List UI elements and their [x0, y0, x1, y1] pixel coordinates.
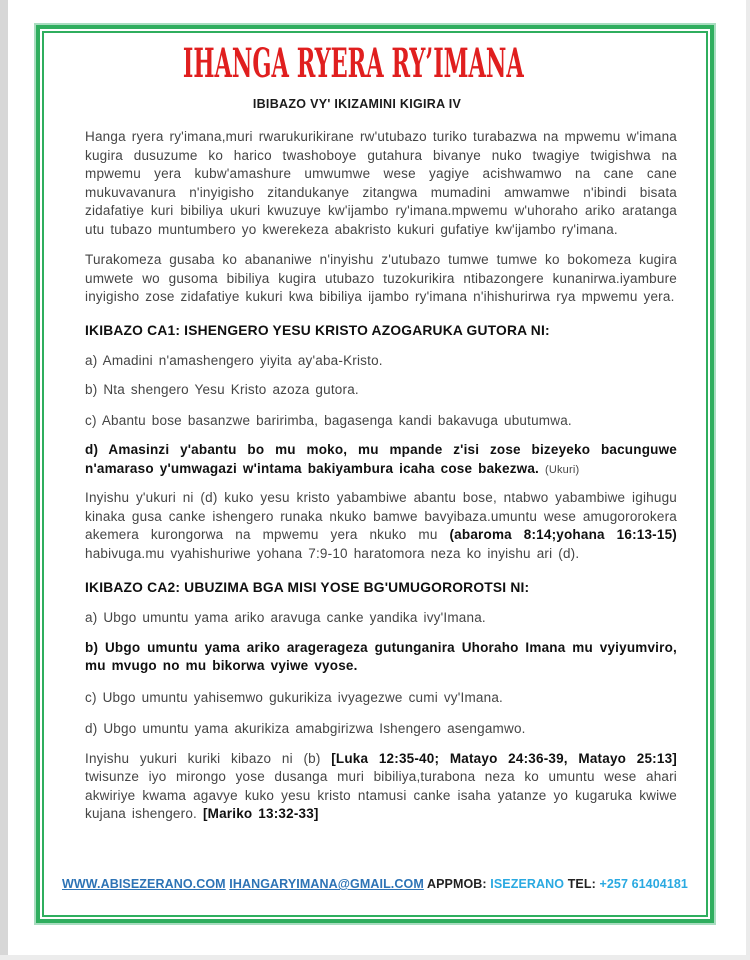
page-subtitle: IBIBAZO VY' IKIZAMINI KIGIRA IV: [252, 97, 462, 111]
q2-answer-scripture-ref-1: [Luka 12:35-40; Matayo 24:36-39, Matayo 25:13]: [331, 750, 677, 766]
appmob-value: ISEZERANO: [490, 877, 565, 891]
website-link[interactable]: WWW.ABISEZERANO.COM: [62, 877, 226, 891]
q2-answer-scripture-ref-2: [Mariko 13:32-33]: [202, 806, 319, 821]
q1-answer-paragraph: [85, 489, 677, 563]
q2-option-d: d) Ubgo umuntu yama akurikiza amabgirizwa Ishengero asengamwo.: [85, 721, 526, 736]
q1-answer-scripture-ref: (abaroma 8:14;yohana 16:13-15): [449, 527, 677, 542]
q2-option-c: c) Ubgo umuntu yahisemwo gukurikiza ivyagezwe cumi vy'Imana.: [85, 689, 503, 705]
q1-option-d-text: d) Amasinzi y'abantu bo mu moko, mu mpande z'isi zose bizeyeko bacunguwe n'amaraso y'umwagazi w'intama bakiyambura icaha cose bakezwa.: [85, 442, 677, 476]
page-title-text: IHANGA RYERA RY’IMANA: [182, 40, 524, 87]
tel-label: TEL:: [567, 877, 596, 891]
q2-answer-mid: twisunze iyo mirongo yose dusanga muri bibiliya,turabona neza ko umuntu wese ahari akwiriye kwama agavye kuko yesu kristo ntamusi canke isaha yatanze yo kugaruka kwiwe kujana ishengero.: [85, 769, 677, 821]
question-1-heading: IKIBAZO CA1: ISHENGERO YESU KRISTO AZOGARUKA GUTORA NI:: [85, 322, 550, 338]
question-2-heading: IKIBAZO CA2: UBUZIMA BGA MISI YOSE BG'UMUGOROROTSI NI:: [85, 580, 530, 595]
page-border-frame: [36, 25, 714, 923]
q2-answer-pre: Inyishu yukuri kuriki kibazo ni (b): [85, 750, 332, 766]
photo-edge-bottom: [0, 955, 750, 960]
footer: [44, 877, 706, 891]
q2-option-b: b) Ubgo umuntu yama ariko aragerageza gutunganira Uhoraho Imana mu vyiyumviro, mu mvugo no mu bikorwa vyiwe vyose.: [85, 639, 677, 673]
intro-paragraph-2: Turakomeza gusaba ko abananiwe n'inyishu z'utubazo tumwe tumwe ko bokomeza kugira umwete wo gusoma bibiliya kugira utubazo tuzokurikira ntibazongere kunanirwa.iyambure inyigisho zose zidafatiye kukuri kwa bibiliya ijambo ry'imana n'ihishurirwa rya mpwemu yera.: [85, 252, 677, 304]
photo-edge-left: [0, 0, 8, 960]
email-link[interactable]: IHANGARYIMANA@GMAIL.COM: [229, 877, 424, 891]
q1-option-d-note: (Ukuri): [544, 463, 580, 476]
intro-paragraph-1: Hanga ryera ry'imana,muri rwarukurikirane rw'utubazo turiko turabazwa na mpwemu w'imana kugira dusuzume ko harico twashoboye gutahura bivanye nuko twagiye twigishwa na mpwemu yera kubw'amashure umwumwe wese yagiye acishwamwo na cane cane mukuvavanura n'inyigisho zitandukanye zitangwa mumadini amwamwe n'ibindi bisata zidafatiye kuri bibiliya ukuri kwuzuye kw'ijambo ry'imana.mpwemu w'uhoraho ariko aratanga utu tubazo muntumbero yo kwerekeza abakristo kukuri gufatiye kw'ijambo ry'imana.: [85, 129, 677, 237]
q1-answer-post: habivuga.mu vyahishuriwe yohana 7:9-10 haratomora neza ko inyishu ari (d).: [85, 545, 580, 561]
q1-option-d: [85, 441, 677, 479]
q1-option-c: c) Abantu bose basanzwe baririmba, bagasenga kandi bakavuga ubutumwa.: [85, 412, 572, 428]
document-content: [44, 33, 706, 915]
q1-option-a: a) Amadini n'amashengero yiyita ay'aba-Kristo.: [85, 352, 383, 368]
q1-answer-pre: Inyishu y'ukuri ni (d) kuko yesu kristo yabambiwe abantu bose, ntabwo yabambiwe igihugu kinaka gusa canke ishengero runaka nkuko bamwe bavyibaza.umuntu wese amugororokera akemera kurongorwa na mpwemu yera nkuko mu: [85, 490, 677, 542]
q1-option-b: b) Nta shengero Yesu Kristo azoza gutora.: [85, 382, 359, 397]
q2-answer-paragraph: [85, 750, 677, 824]
photo-edge-right: [746, 0, 750, 960]
appmob-label: APPMOB:: [426, 877, 487, 891]
page-title: [49, 40, 641, 87]
q2-option-a: a) Ubgo umuntu yama ariko aravuga canke yandika ivy'Imana.: [85, 610, 486, 625]
page-border-frame-inner: [42, 31, 708, 917]
tel-value: +257 61404181: [599, 877, 688, 891]
